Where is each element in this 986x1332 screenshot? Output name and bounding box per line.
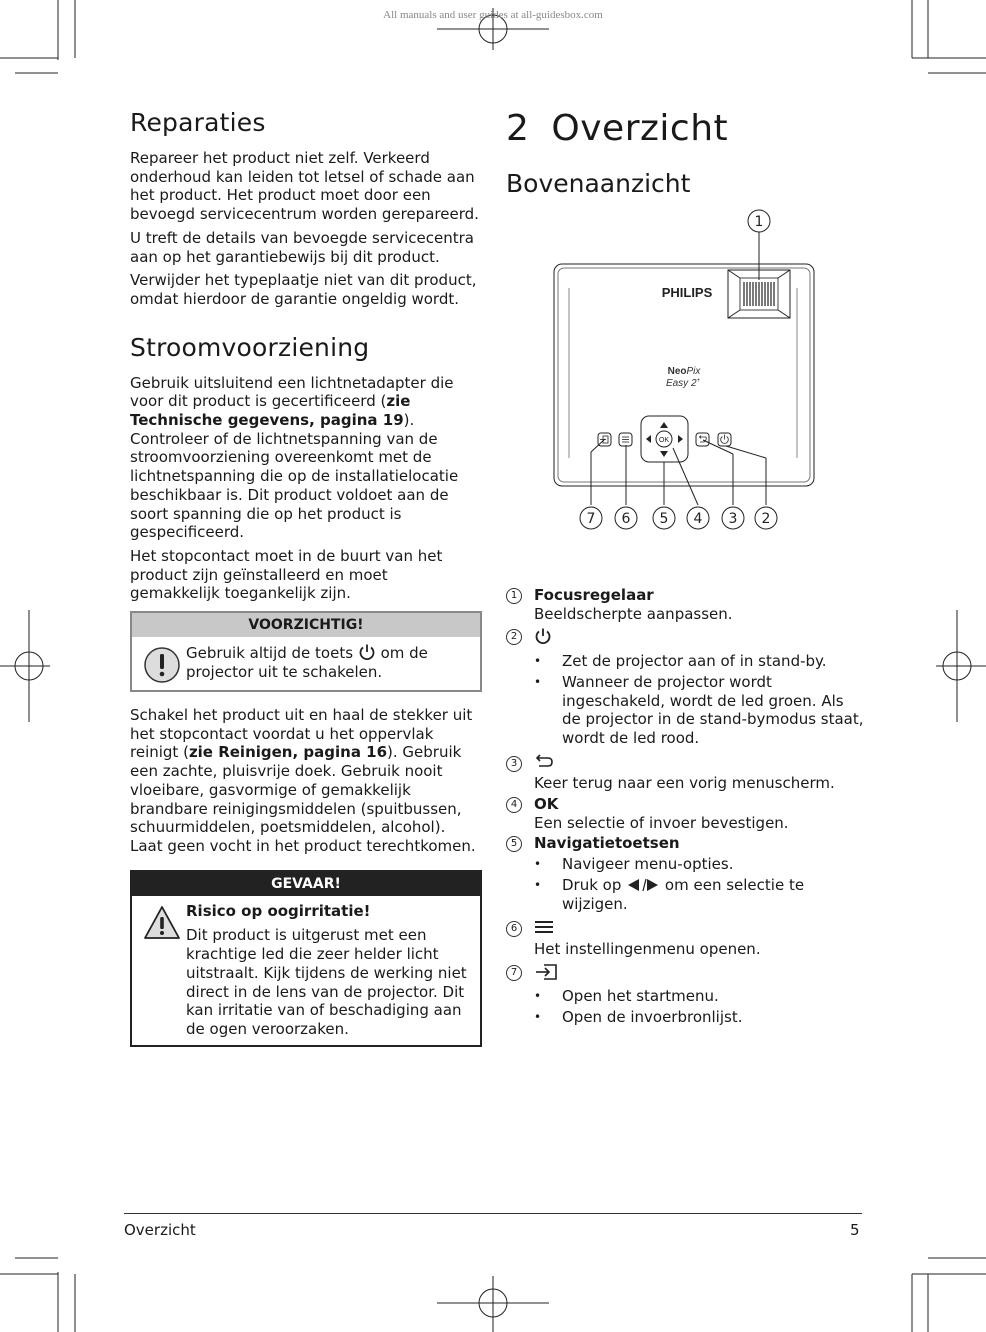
danger-title: Risico op oogirritatie!	[186, 901, 371, 920]
repairs-paragraph-2: U treft de details van bevoegde servicecentra aan op het garantiebewijs bij dit product.	[130, 228, 474, 266]
legend-item-3: 3 Keer terug naar een vorig menuscherm.	[506, 754, 866, 793]
power-paragraph-1: Gebruik uitsluitend een lichtnetadapter die voor dit product is gecertificeerd (zie Technische gegevens, pagina 19). Controleer of de lichtnetspanning van de stroomvoorziening overeenkomt met de lichtnetspanning die op de installatielocatie beschikbaar is. Dit product voldoet aan de soort spanning die op het product is gespecificeerd.	[130, 373, 459, 542]
model-name: NeoPix	[667, 366, 701, 377]
legend-item-2: 2 • Zet de projector aan of in stand-by. • Wanneer de projector wordt ingeschakeld, wordt de led groen. Als de projector in de stand-bymodus staat, wordt de led rood.	[506, 627, 866, 747]
chapter-title: 2 Overzicht	[506, 108, 729, 149]
exclamation-circle-icon	[143, 646, 181, 684]
legend-item-5: 5 Navigatietoetsen • Navigeer menu-opties. • Druk op om een selectie te wijzigen.	[506, 834, 866, 913]
warning-triangle-icon	[143, 905, 181, 941]
legend-item-1: 1 Focusregelaar Beeldscherpte aanpassen.	[506, 586, 866, 623]
cleaning-link[interactable]: zie Reinigen, pagina 16	[188, 743, 388, 762]
callout-2: 2	[761, 511, 771, 527]
page-number: 5	[850, 1221, 860, 1239]
callout-4: 4	[693, 511, 703, 527]
danger-box	[130, 870, 482, 1047]
caution-head: VOORZICHTIG!	[132, 613, 480, 637]
source-icon	[534, 963, 560, 981]
callout-6: 6	[621, 511, 631, 527]
back-icon	[534, 754, 554, 770]
right-column	[506, 108, 866, 198]
legend-item-6: 6 Het instellingenmenu openen.	[506, 919, 866, 958]
brand-logo: PHILIPS	[661, 285, 713, 300]
callout-3: 3	[728, 511, 738, 527]
power-paragraph-2: Het stopcontact moet in de buurt van het product zijn geïnstalleerd en moet gemakkelijk toegankelijk zijn.	[130, 546, 443, 603]
callout-1: 1	[754, 214, 764, 230]
model-line2: Easy 2+	[665, 378, 701, 389]
power-icon	[534, 627, 552, 645]
repairs-heading: Reparaties	[130, 108, 266, 137]
power-icon	[358, 643, 376, 661]
callout-5: 5	[659, 511, 669, 527]
back-button	[696, 433, 709, 446]
repairs-paragraph-1: Repareer het product niet zelf. Verkeerd onderhoud kan leiden tot letsel of schade aan het product. Het product moet door een bevoegd servicecentrum worden gerepareerd.	[130, 149, 479, 224]
projector-top-view-figure	[540, 200, 830, 540]
repairs-paragraph-3: Verwijder het typeplaatje niet van dit product, omdat hierdoor de garantie ongeldig wordt.	[130, 271, 477, 308]
legend-item-4: 4 OK Een selectie of invoer bevestigen.	[506, 795, 866, 832]
menu-icon	[534, 919, 554, 935]
legend-item-7: 7 • Open het startmenu. • Open de invoerbronlijst.	[506, 963, 866, 1027]
left-column	[130, 108, 482, 1061]
svg-text:OK: OK	[658, 437, 670, 444]
danger-head: GEVAAR!	[132, 872, 480, 896]
footer-section-name: Overzicht	[124, 1221, 196, 1239]
cleaning-paragraph: Schakel het product uit en haal de stekker uit het stopcontact voordat u het oppervlak reinigt (zie Reinigen, pagina 16). Gebruik een zachte, pluisvrije doek. Gebruik nooit vloeibare, gasvormige of gemakkelijk brandbare reinigingsmiddelen (spuitbussen, schuurmiddelen, poetsmiddelen, alcohol). Laat geen vocht in het product terechtkomen.	[130, 706, 476, 855]
callout-7: 7	[586, 511, 596, 527]
caution-box	[130, 611, 482, 692]
watermark: All manuals and user guides at all-guidesbox.com	[383, 9, 603, 21]
caution-text: Gebruik altijd de toets om de projector uit te schakelen.	[186, 644, 428, 681]
power-heading: Stroomvoorziening	[130, 332, 370, 362]
danger-text: Dit product is uitgerust met een krachtige led die zeer helder licht uitstraalt. Kijk tijdens de werking niet direct in de lens van de projector. Dit kan irritatie van of beschadiging aan de ogen veroorzaken.	[186, 926, 467, 1038]
footer-rule	[124, 1213, 862, 1214]
top-view-heading: Bovenaanzicht	[506, 169, 691, 198]
left-right-arrows-icon	[626, 878, 660, 892]
tech-data-link[interactable]: zie Technische gegevens, pagina 19	[130, 392, 411, 430]
legend-list	[506, 586, 866, 1029]
